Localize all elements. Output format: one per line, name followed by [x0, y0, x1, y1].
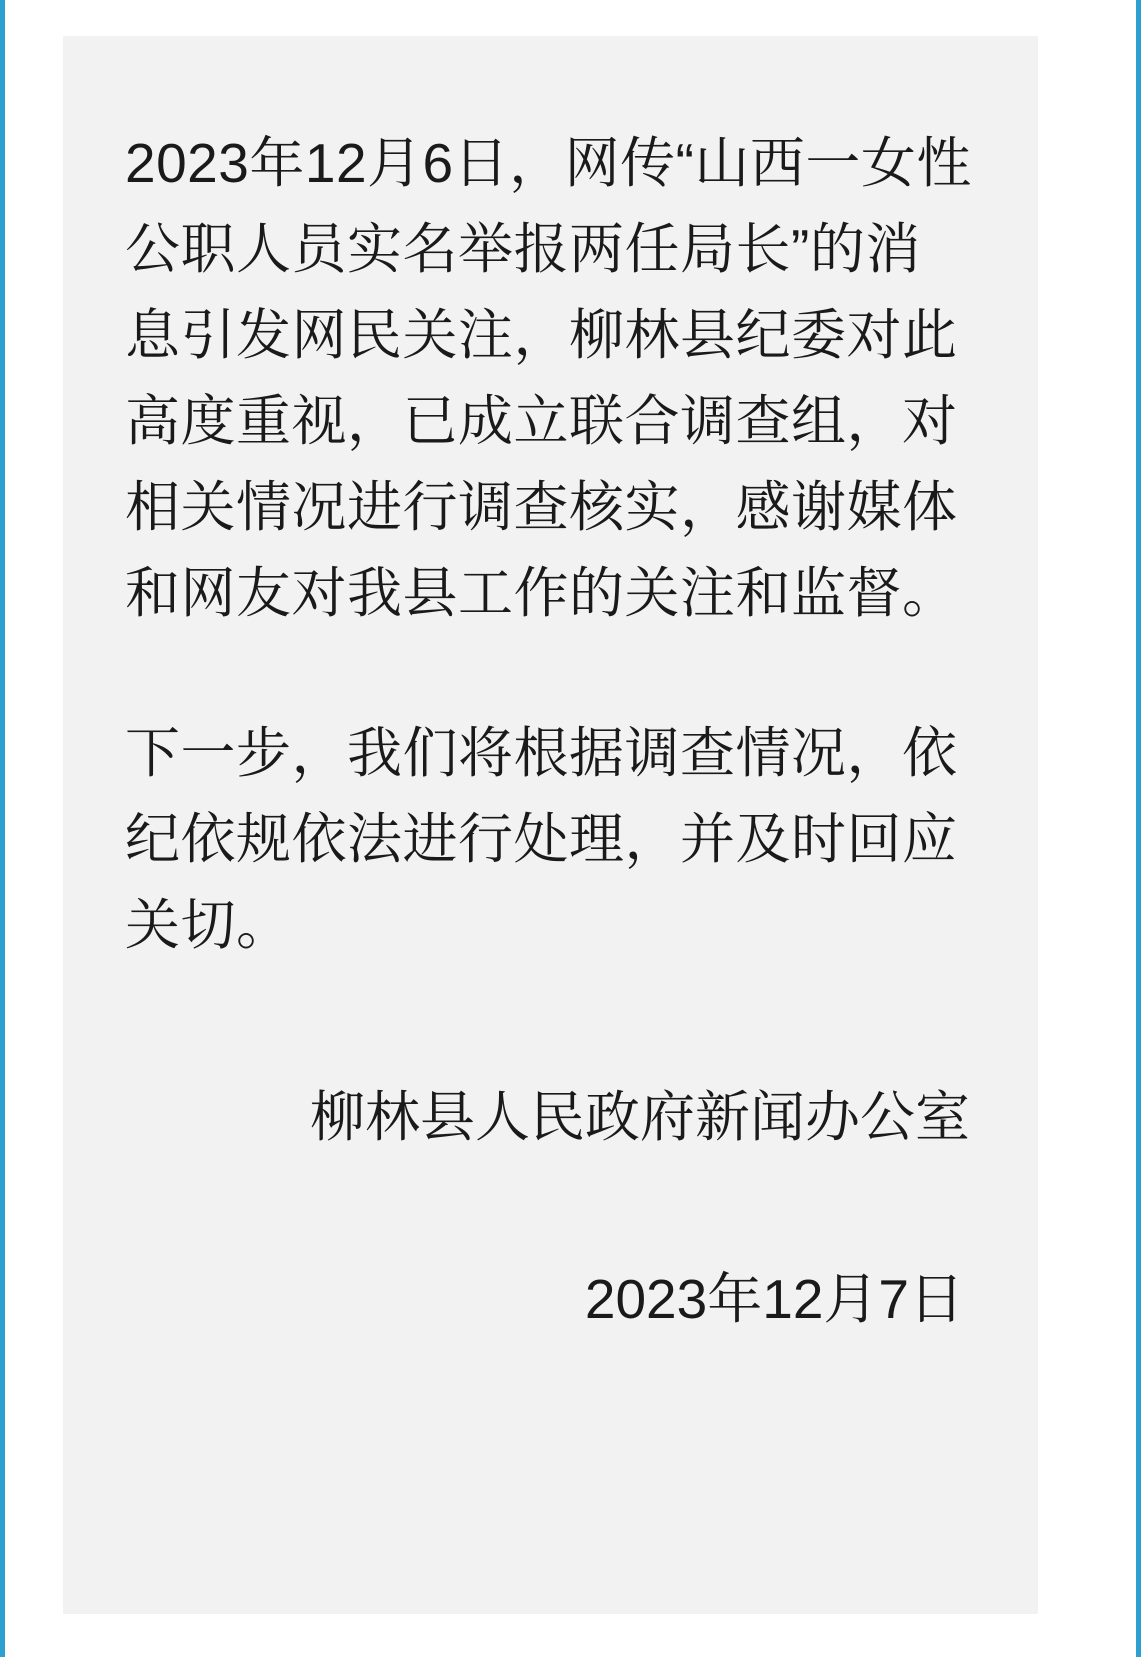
- issuing-authority: 柳林县人民政府新闻办公室: [309, 1086, 970, 1148]
- statement-paragraph-2: 下一步，我们将根据调查情况，依纪依规依法进行处理，并及时回应关切。: [125, 722, 958, 956]
- issue-date: 2023年12月7日: [584, 1268, 964, 1330]
- statement-card: [63, 36, 1038, 1614]
- paragraph-spacer: [125, 636, 976, 710]
- statement-paragraph-1: 2023年12月6日，网传“山西一女性公职人员实名举报两任局长”的消息引发网民关注，柳林县纪委对此高度重视，已成立联合调查组，对相关情况进行调查核实，感谢媒体和网友对我县工作的关注和监督。: [125, 132, 972, 624]
- signature-block: [125, 1074, 976, 1342]
